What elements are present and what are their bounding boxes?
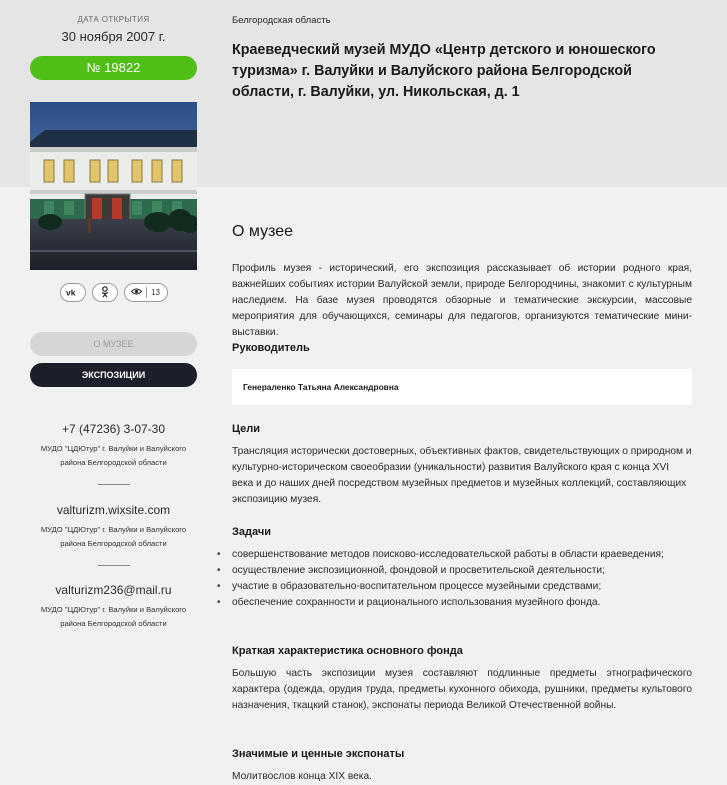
email-link[interactable]: valturizm236@mail.ru — [55, 583, 172, 597]
about-museum-button[interactable]: О МУЗЕЕ — [30, 332, 197, 356]
region-label: Белгородская область — [232, 15, 331, 26]
phone-link[interactable]: +7 (47236) 3-07-30 — [61, 422, 166, 436]
list-item: • участие в образовательно-воспитательном процессе музейными средствами; — [232, 579, 692, 595]
section-title: О музее — [232, 223, 294, 240]
website-link[interactable]: valturizm.wixsite.com — [56, 503, 171, 517]
museum-photo — [30, 102, 197, 270]
registry-number-badge: № 19822 — [30, 56, 197, 80]
head-label: Руководитель — [232, 342, 310, 354]
open-date-label: ДАТА ОТКРЫТИЯ — [77, 15, 150, 24]
goals-heading: Цели — [232, 423, 261, 435]
contact-divider — [98, 565, 130, 566]
expositions-button[interactable]: ЭКСПОЗИЦИИ — [30, 363, 197, 387]
fund-text: Большую часть экспозиции музея составляют подлинные предметы этнографического характера (одежда, орудия труда, предметы кухонного обихода, рушники, предметы культового назначения, ткацкий станок), экспонаты периода Великой Отечественной войны. — [232, 668, 692, 711]
contact-org-line: МУДО "ЦДЮтур" г. Валуйки и Валуйского — [40, 444, 187, 453]
contact-org-line: района Белгородской области — [60, 539, 167, 548]
views-divider — [146, 287, 147, 298]
goals-text: Трансляция исторически достоверных, объективных фактов, свидетельствующих о природном и культурно-историческом своеобразии (уникальности) развития Валуйского края с конца XVI века и до наших дней посредством музейных предметов и музейных коллекций, составляющих экспозицию музея. — [232, 446, 692, 505]
ok-icon — [101, 286, 109, 300]
contact-org-line: района Белгородской области — [60, 619, 167, 628]
tasks-list — [232, 547, 692, 611]
svg-text:vk: vk — [65, 287, 75, 296]
valuable-heading: Значимые и ценные экспонаты — [232, 748, 405, 760]
museum-title: Краеведческий музей МУДО «Центр детского и юношеского туризма» г. Валуйки и Валуйского района Белгородской области, г. Валуйки, ул. Никольская, д. 1 — [232, 42, 656, 100]
head-name: Генераленко Татьяна Александровна — [232, 369, 692, 405]
fund-heading: Краткая характеристика основного фонда — [232, 645, 463, 657]
vk-icon — [66, 288, 80, 298]
vk-share-button[interactable] — [60, 283, 86, 302]
social-buttons — [30, 283, 197, 302]
profile-text: Профиль музея - исторический, его экспозиция рассказывает об истории родного края, важнейших событиях истории Валуйской земли, природе Белгородчины, знакомит с культурным наследием. На базе музея проводятся обзорные и тематические экскурсии, массовые мероприятия для обучающихся, семинары для педагогов, организуются тематические мини-выставки. — [232, 263, 692, 338]
contact-org-line: МУДО "ЦДЮтур" г. Валуйки и Валуйского — [40, 605, 187, 614]
tasks-heading: Задачи — [232, 526, 271, 538]
contact-divider — [98, 484, 130, 485]
valuable-text: Молитвослов конца XIX века. — [232, 771, 372, 782]
list-item: • обеспечение сохранности и рационального использования музейного фонда. — [232, 595, 692, 611]
views-counter — [124, 283, 168, 302]
views-count: 13 — [151, 288, 160, 297]
eye-icon — [131, 288, 142, 297]
list-item: • совершенствование методов поисково-исследовательской работы в области краеведения; — [232, 547, 692, 563]
list-item: • осуществление экспозиционной, фондовой и просветительской деятельности; — [232, 563, 692, 579]
contact-org-line: района Белгородской области — [60, 458, 167, 467]
contact-org-line: МУДО "ЦДЮтур" г. Валуйки и Валуйского — [40, 525, 187, 534]
open-date: 30 ноября 2007 г. — [61, 29, 166, 44]
ok-share-button[interactable] — [92, 283, 118, 302]
